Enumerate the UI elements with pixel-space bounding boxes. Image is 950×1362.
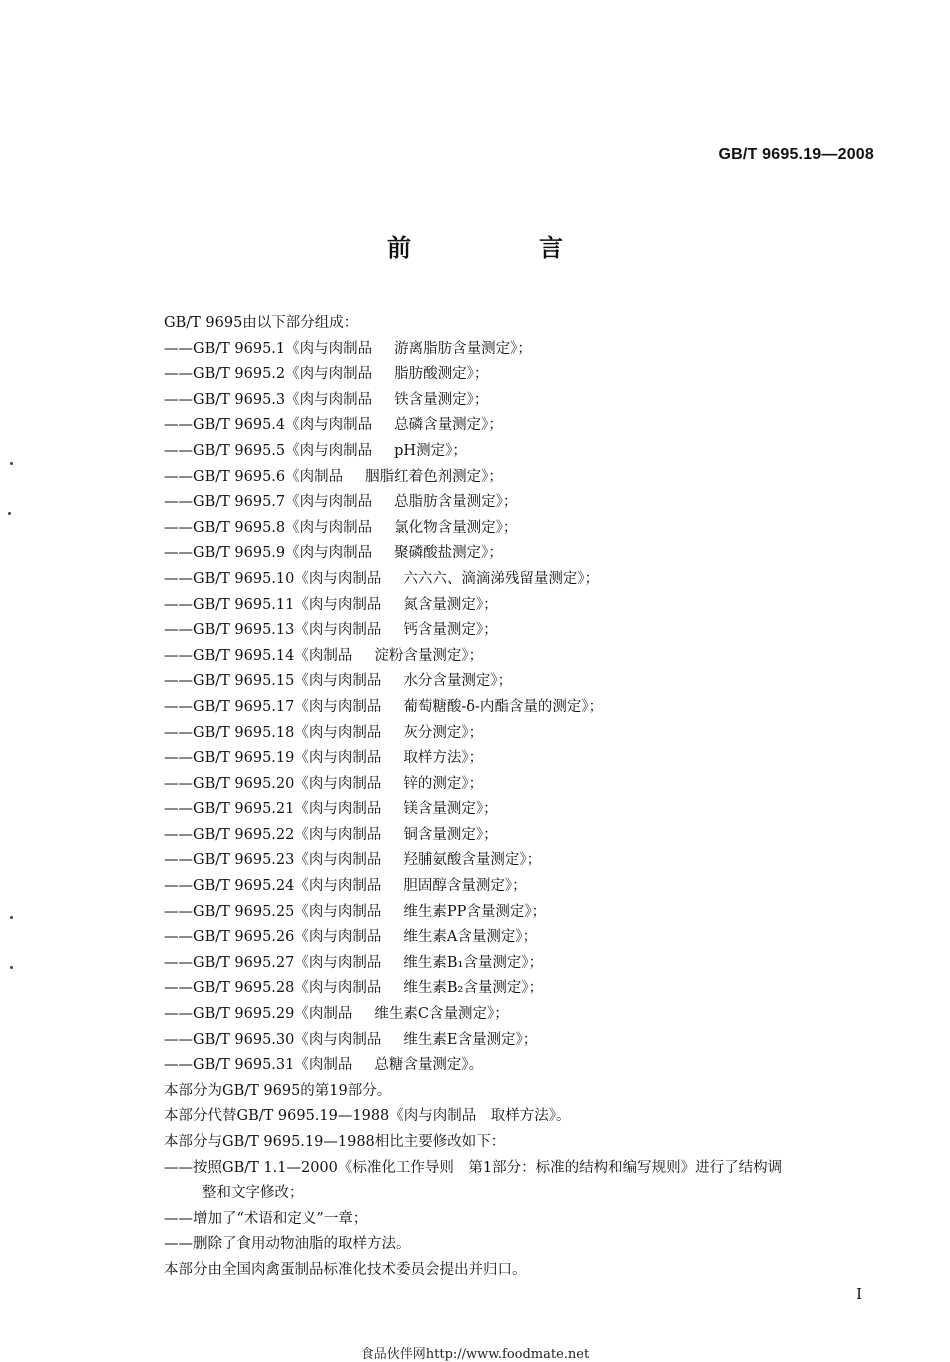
part-item [164,721,880,747]
part-subject: 葡萄糖酸-δ-内酯含量的测定》； [403,698,604,715]
part-product: 《肉与肉制品 [294,570,382,587]
part-code: GB/T 9695.25 [193,903,295,920]
part-dash: —— [164,570,193,587]
part-code: GB/T 9695.7 [193,494,286,511]
part-code: GB/T 9695.19 [193,750,295,767]
part-item [164,772,880,798]
part-item [164,362,880,388]
part-product: 《肉与肉制品 [294,724,382,741]
part-product: 《肉与肉制品 [294,750,382,767]
part-product: 《肉制品 [294,1006,353,1023]
part-subject: 总脂肪含量测定》； [394,494,518,511]
part-dash: —— [164,954,193,971]
part-item [164,439,880,465]
part-dash: —— [164,852,193,869]
part-item [164,1053,880,1079]
part-code: GB/T 9695.21 [193,801,295,818]
part-item [164,1028,880,1054]
part-dash: —— [164,519,193,536]
part-subject: 灰分测定》； [403,724,484,741]
changes-intro: 本部分与GB/T 9695.19—1988相比主要修改如下： [164,1134,506,1150]
part-code: GB/T 9695.13 [193,622,295,639]
part-code: GB/T 9695.1 [193,340,286,357]
scan-speck [10,462,13,465]
part-item [164,337,880,363]
part-product: 《肉与肉制品 [285,545,373,562]
part-product: 《肉与肉制品 [285,442,373,459]
part-product: 《肉与肉制品 [294,954,382,971]
part-code: GB/T 9695.29 [193,1006,295,1023]
part-dash: —— [164,596,193,613]
part-subject: 镁含量测定》； [403,801,498,818]
part-product: 《肉与肉制品 [294,801,382,818]
part-item [164,1002,880,1028]
part-dash: —— [164,545,193,562]
part-item [164,874,880,900]
part-dash: —— [164,494,193,511]
part-subject: 聚磷酸盐测定》； [394,545,503,562]
part-code: GB/T 9695.15 [193,673,295,690]
foreword-body [164,311,880,1284]
part-subject: 羟脯氨酸含量测定》； [403,852,542,869]
part-subject: 维生素B₂含量测定》； [403,980,544,997]
part-item [164,516,880,542]
part-code: GB/T 9695.30 [193,1031,295,1048]
scan-speck [10,966,13,969]
part-item [164,388,880,414]
part-product: 《肉与肉制品 [285,366,373,383]
proposed-by-statement: 本部分由全国肉禽蛋制品标准化技术委员会提出并归口。 [164,1261,527,1278]
part-dash: —— [164,724,193,741]
part-dash: —— [164,1031,193,1048]
part-item [164,746,880,772]
part-code: GB/T 9695.27 [193,954,295,971]
part-subject: 总磷含量测定》； [394,417,503,434]
part-item [164,593,880,619]
part-code: GB/T 9695.14 [193,647,295,664]
part-subject: 六六六、滴滴涕残留量测定》； [403,570,600,587]
part-dash: —— [164,417,193,434]
standard-code: GB/T 9695.19—2008 [718,146,874,163]
part-product: 《肉与肉制品 [294,903,382,920]
part-of-statement: 本部分为GB/T 9695的第19部分。 [164,1082,392,1099]
part-item [164,823,880,849]
part-product: 《肉与肉制品 [294,1031,382,1048]
part-subject: 氮含量测定》； [403,596,498,613]
part-subject: pH测定》； [394,442,467,459]
change-item-3: ——删除了食用动物油脂的取样方法。 [164,1236,411,1253]
part-product: 《肉与肉制品 [294,929,382,946]
part-product: 《肉与肉制品 [285,391,373,408]
part-product: 《肉与肉制品 [294,622,382,639]
part-dash: —— [164,826,193,843]
part-item [164,797,880,823]
part-code: GB/T 9695.23 [193,852,295,869]
part-item [164,925,880,951]
part-dash: —— [164,366,193,383]
part-item [164,465,880,491]
part-subject: 铁含量测定》； [394,391,489,408]
part-product: 《肉与肉制品 [294,852,382,869]
part-dash: —— [164,1057,193,1074]
part-product: 《肉与肉制品 [294,698,382,715]
part-subject: 钙含量测定》； [403,622,498,639]
part-subject: 游离脂肪含量测定》； [394,340,532,357]
part-product: 《肉与肉制品 [294,878,382,895]
part-product: 《肉与肉制品 [285,417,373,434]
part-dash: —— [164,673,193,690]
change-item-1-continuation: 整和文字修改； [202,1185,304,1202]
part-code: GB/T 9695.18 [193,724,295,741]
part-product: 《肉制品 [294,1057,353,1074]
part-code: GB/T 9695.3 [193,391,286,408]
part-dash: —— [164,468,193,485]
part-product: 《肉与肉制品 [285,494,373,511]
part-subject: 铜含量测定》； [403,826,498,843]
part-code: GB/T 9695.31 [193,1057,295,1074]
parts-list [164,337,880,1079]
part-dash: —— [164,622,193,639]
part-dash: —— [164,801,193,818]
part-dash: —— [164,929,193,946]
part-product: 《肉与肉制品 [285,340,373,357]
part-product: 《肉与肉制品 [294,775,382,792]
part-item [164,541,880,567]
part-dash: —— [164,442,193,459]
part-dash: —— [164,698,193,715]
part-item [164,951,880,977]
change-item-1-text: ——按照GB/T 1.1—2000《标准化工作导则 第1部分：标准的结构和编写规则》进行了结构调 [164,1159,783,1176]
part-subject: 总糖含量测定》。 [374,1057,484,1074]
part-code: GB/T 9695.4 [193,417,286,434]
part-subject: 淀粉含量测定》； [374,647,484,664]
change-item-1 [164,1156,880,1182]
part-product: 《肉与肉制品 [294,673,382,690]
part-subject: 维生素E含量测定》； [403,1031,538,1048]
part-code: GB/T 9695.10 [193,570,295,587]
part-subject: 胆固醇含量测定》； [403,878,527,895]
scan-speck [10,916,13,919]
part-code: GB/T 9695.22 [193,826,295,843]
part-code: GB/T 9695.9 [193,545,286,562]
part-item [164,618,880,644]
part-dash: —— [164,1006,193,1023]
part-item [164,848,880,874]
part-dash: —— [164,903,193,920]
part-subject: 氯化物含量测定》； [394,519,518,536]
part-subject: 锌的测定》； [403,775,484,792]
part-code: GB/T 9695.5 [193,442,286,459]
part-item [164,900,880,926]
page-number: I [856,1285,862,1303]
part-item [164,413,880,439]
part-subject: 维生素C含量测定》； [374,1006,509,1023]
part-dash: —— [164,878,193,895]
change-item-2: ——增加了“术语和定义”一章； [164,1210,368,1227]
part-code: GB/T 9695.24 [193,878,295,895]
part-code: GB/T 9695.8 [193,519,286,536]
part-subject: 维生素PP含量测定》； [403,903,547,920]
scan-speck [8,512,11,515]
part-product: 《肉制品 [294,647,353,664]
part-dash: —— [164,750,193,767]
part-code: GB/T 9695.6 [193,468,286,485]
replaces-statement: 本部分代替GB/T 9695.19—1988《肉与肉制品 取样方法》。 [164,1108,571,1125]
part-item [164,644,880,670]
part-product: 《肉与肉制品 [285,519,373,536]
part-product: 《肉与肉制品 [294,980,382,997]
part-subject: 维生素B₁含量测定》； [403,954,544,971]
part-dash: —— [164,391,193,408]
part-dash: —— [164,647,193,664]
part-subject: 水分含量测定》； [403,673,513,690]
part-product: 《肉与肉制品 [294,826,382,843]
part-dash: —— [164,775,193,792]
part-code: GB/T 9695.17 [193,698,295,715]
part-item [164,976,880,1002]
part-code: GB/T 9695.2 [193,366,286,383]
part-subject: 维生素A含量测定》； [403,929,538,946]
part-item [164,567,880,593]
footer-source: 食品伙伴网http://www.foodmate.net [360,1347,590,1362]
part-code: GB/T 9695.26 [193,929,295,946]
part-product: 《肉制品 [285,468,344,485]
part-item [164,669,880,695]
page-title: 前 言 [387,234,615,262]
parts-intro: GB/T 9695由以下部分组成： [164,315,359,331]
part-subject: 胭脂红着色剂测定》； [365,468,503,485]
part-dash: —— [164,340,193,357]
part-item [164,695,880,721]
part-subject: 取样方法》； [403,750,484,767]
part-item [164,490,880,516]
part-code: GB/T 9695.20 [193,775,295,792]
part-dash: —— [164,980,193,997]
part-code: GB/T 9695.28 [193,980,295,997]
part-subject: 脂肪酸测定》； [394,366,489,383]
part-code: GB/T 9695.11 [193,596,295,613]
part-product: 《肉与肉制品 [294,596,382,613]
